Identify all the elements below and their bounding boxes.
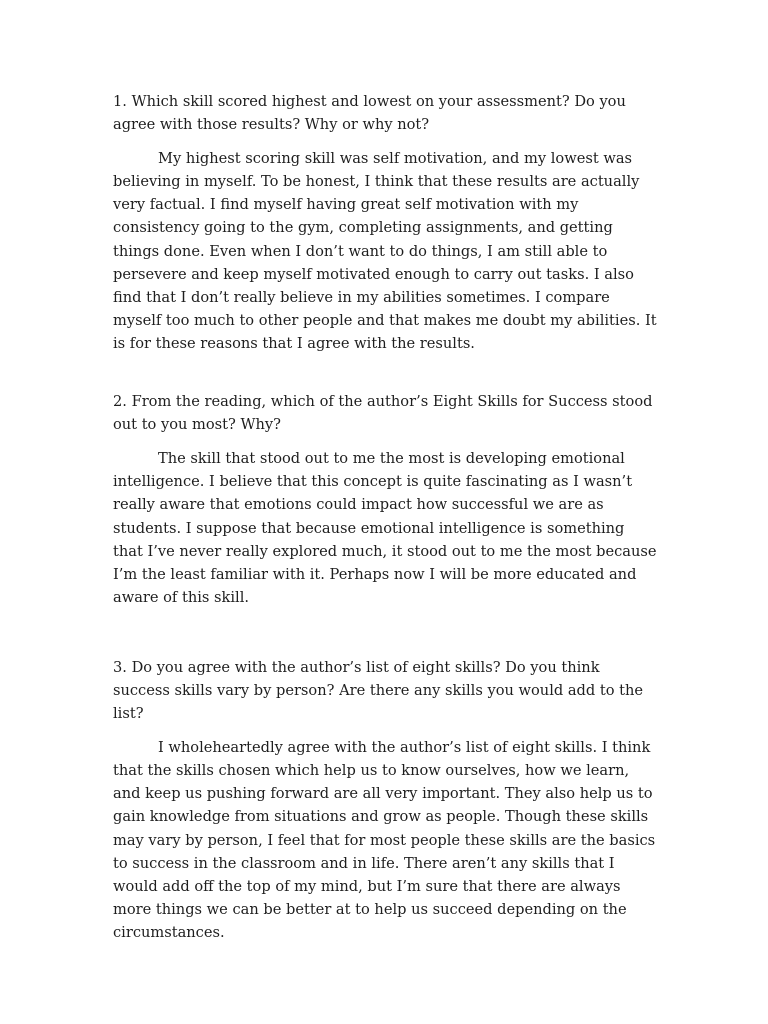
question-1: 1. Which skill scored highest and lowest on your assessment? Do you agree with those results? Why or why not? [113,93,626,134]
question-3: 3. Do you agree with the author’s list of eight skills? Do you think success skills vary by person? Are there any skills you would add to the list? [113,658,644,723]
answer-2: The skill that stood out to me the most is developing emotional intelligence. I believe that this concept is quite fascinating as I wasn’t really aware that emotions could impact how successful we are as students. I suppose that because emotional intelligence is something that I’ve never really explored much, it stood out to me the most because I’m the least familiar with it. Perhaps now I will be more educated and aware of this skill. [113,450,657,606]
question-2: 2. From the reading, which of the author’s Eight Skills for Success stood out to you most? Why? [113,393,653,434]
document-body [113,90,658,944]
answer-3: I wholeheartedly agree with the author’s list of eight skills. I think that the skills chosen which help us to know ourselves, how we learn, and keep us pushing forward are all very important. They also help us to gain knowledge from situations and grow as people. Though these skills may vary by person, I feel that for most people these skills are the basics to success in the classroom and in life. There aren’t any skills that I would add off the top of my mind, but I’m sure that there are always more things we can be better at to help us succeed depending on the circumstances. [113,739,656,941]
answer-1: My highest scoring skill was self motivation, and my lowest was believing in myself. To be honest, I think that these results are actually very factual. I find myself having great self motivation with my consistency going to the gym, completing assignments, and getting things done. Even when I don’t want to do things, I am still able to persevere and keep myself motivated enough to carry out tasks. I also find that I don’t really believe in my abilities sometimes. I compare myself too much to other people and that makes me doubt my abilities. It is for these reasons that I agree with the results. [113,150,657,352]
